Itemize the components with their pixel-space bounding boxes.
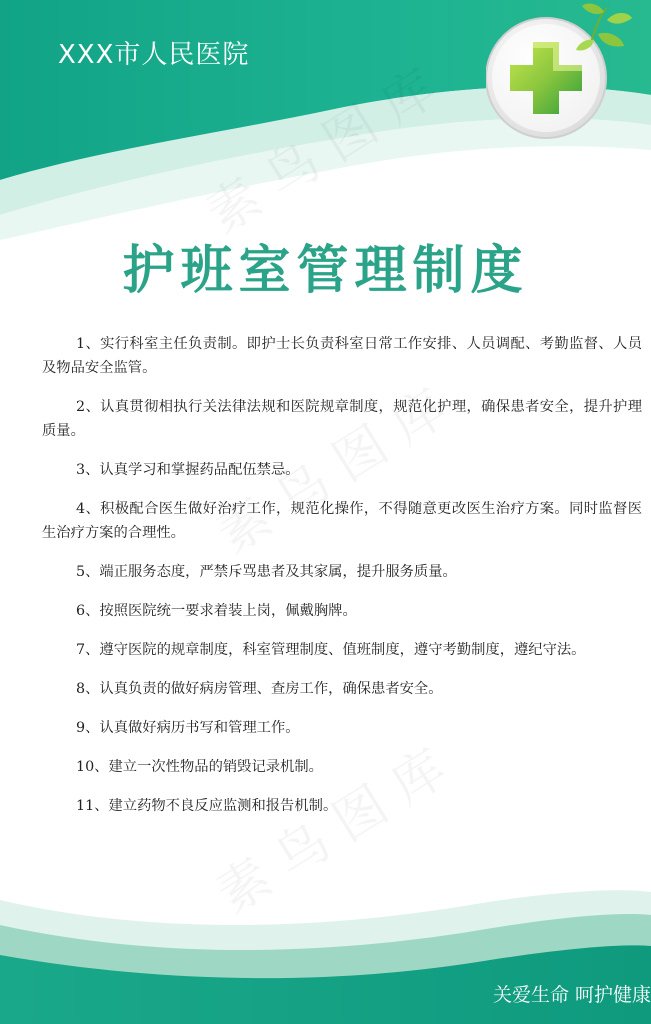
page-title: 护班室管理制度 <box>122 241 529 301</box>
rule-item: 3、认真学习和掌握药品配伍禁忌。 <box>76 462 300 478</box>
rule-item: 11、建立药物不良反应监测和报告机制。 <box>76 798 338 814</box>
rules-list <box>42 332 642 833</box>
leaves-icon <box>576 4 632 51</box>
rule-item: 4、积极配合医生做好治疗工作，规范化操作，不得随意更改医生治疗方案。同时监督医生治疗方案的合理性。 <box>42 501 642 541</box>
rule-item: 1、实行科室主任负责制。即护士长负责科室日常工作安排、人员调配、考勤监督、人员及物品安全监管。 <box>42 336 642 376</box>
footer-slogan: 关爱生命 呵护健康 <box>492 984 651 1006</box>
rule-item: 2、认真贯彻相执行关法律法规和医院规章制度，规范化护理，确保患者安全，提升护理质量。 <box>42 399 642 439</box>
rule-item: 6、按照医院统一要求着装上岗，佩戴胸牌。 <box>76 603 357 619</box>
hospital-name: XXX市人民医院 <box>58 40 250 70</box>
rule-item: 7、遵守医院的规章制度，科室管理制度、值班制度，遵守考勤制度，遵纪守法。 <box>76 642 586 658</box>
rule-item: 5、端正服务态度，严禁斥骂患者及其家属，提升服务质量。 <box>76 564 457 580</box>
rule-item: 9、认真做好病历书写和管理工作。 <box>76 720 300 736</box>
rule-item: 8、认真负责的做好病房管理、查房工作，确保患者安全。 <box>76 681 443 697</box>
rule-item: 10、建立一次性物品的销毁记录机制。 <box>76 759 323 775</box>
green-cross-icon <box>486 0 651 150</box>
